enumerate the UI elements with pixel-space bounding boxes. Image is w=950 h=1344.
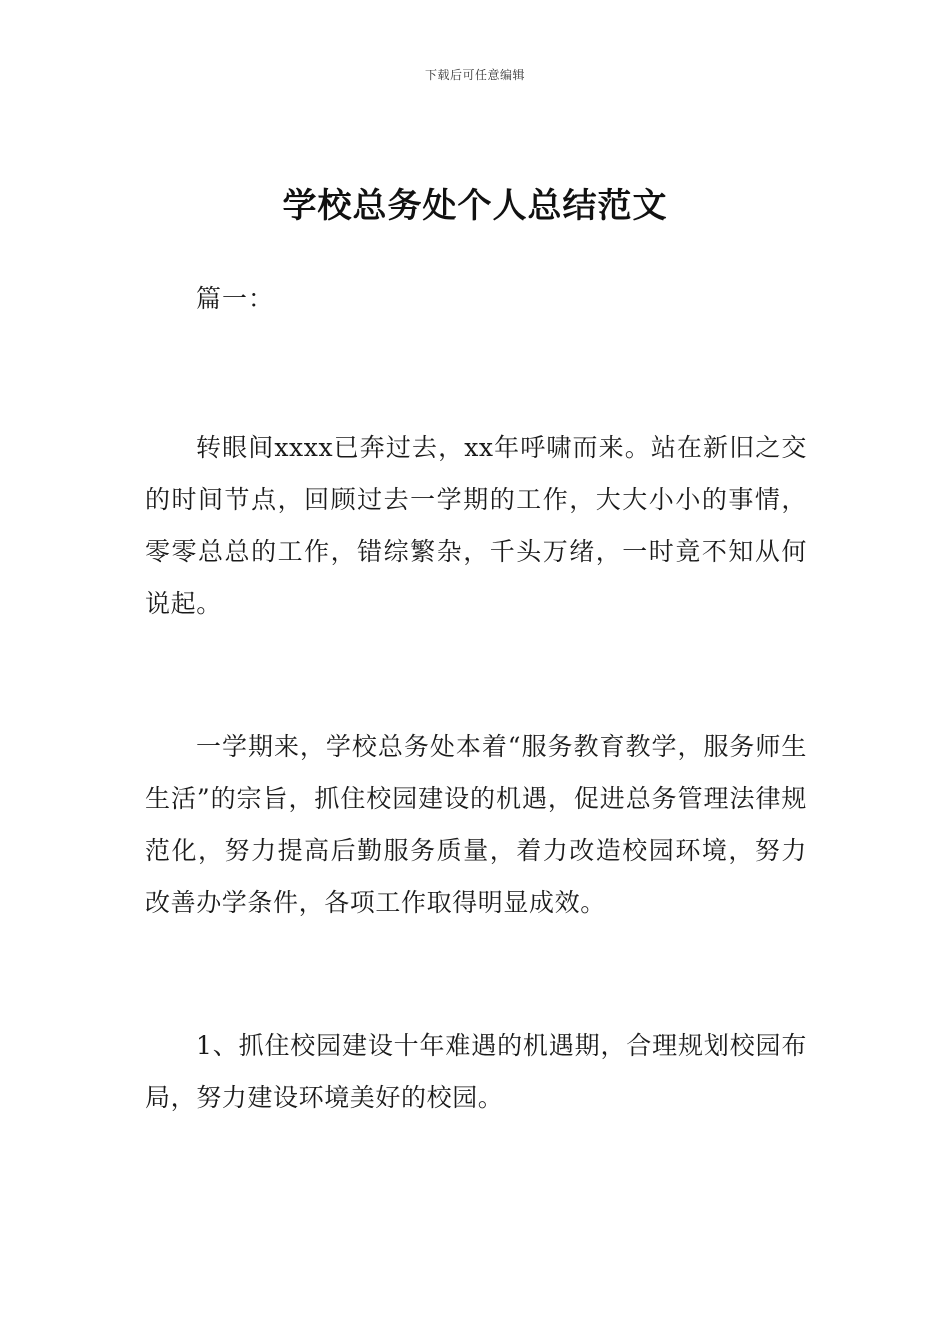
paragraph-3: 1、抓住校园建设十年难遇的机遇期，合理规划校园布局，努力建设环境美好的校园。: [145, 1031, 807, 1112]
document-title: 学校总务处个人总结范文: [282, 186, 668, 226]
paragraph-2: 一学期来，学校总务处本着“服务教育教学，服务师生生活”的宗旨，抓住校园建设的机遇，促进总务管理法律规范化，努力提高后勤服务质量，着力改造校园环境，努力改善办学条件，各项工作取得明显成效。: [145, 732, 807, 917]
header-note: 下载后可任意编辑: [424, 68, 525, 82]
section-label: 篇一：: [196, 284, 275, 313]
paragraph-1: 转眼间xxxx已奔过去，xx年呼啸而来。站在新旧之交的时间节点，回顾过去一学期的工作，大大小小的事情，零零总总的工作，错综繁杂，千头万绪，一时竟不知从何说起。: [145, 433, 807, 618]
